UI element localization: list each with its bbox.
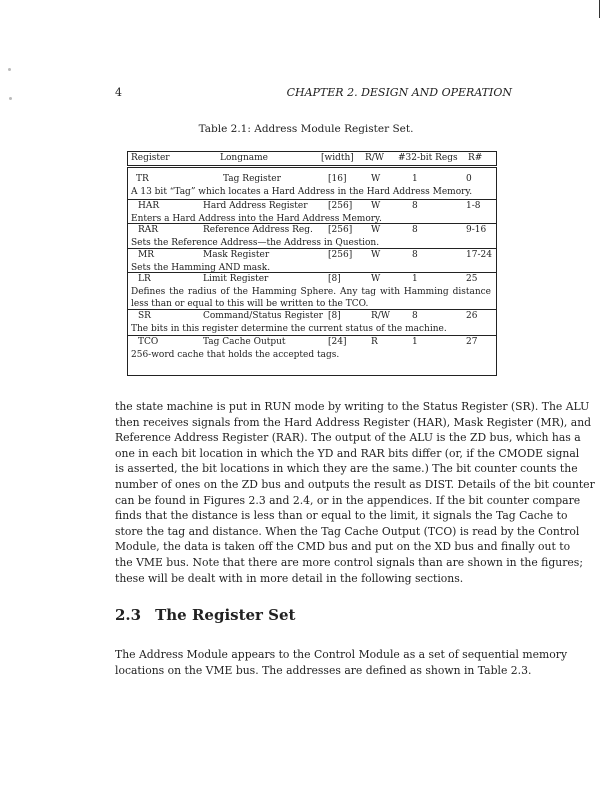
text-line: the state machine is put in RUN mode by writing to the Status Register (SR). The ALU — [115, 400, 590, 413]
body-paragraph — [115, 399, 595, 586]
cell-regs: 1 — [412, 337, 418, 347]
cell-reg: TCO — [138, 337, 159, 347]
register-description: Sets the Reference Address—the Address in Question. — [131, 238, 380, 248]
table-caption: Table 2.1: Address Module Register Set. — [198, 123, 414, 135]
running-head: CHAPTER 2. DESIGN AND OPERATION — [286, 86, 512, 99]
table-row — [128, 309, 496, 336]
cell-reg: RAR — [138, 225, 159, 235]
scan-speck — [9, 97, 12, 100]
page-number: 4 — [115, 86, 122, 99]
cell-rw: R/W — [371, 311, 391, 321]
text-line: Reference Address Register (RAR). The output of the ALU is the ZD bus, which has a — [115, 431, 581, 445]
cell-rnum: 27 — [466, 337, 478, 347]
register-description: A 13 bit “Tag” which locates a Hard Address in the Hard Address Memory. — [131, 187, 473, 197]
cell-long: Hard Address Register — [203, 201, 308, 211]
section-heading — [115, 606, 310, 624]
cell-width: [256] — [328, 225, 353, 235]
register-description: Sets the Hamming AND mask. — [131, 263, 271, 273]
cell-rnum: 9-16 — [466, 225, 487, 235]
cell-long: Command/Status Register — [203, 311, 323, 321]
register-description: 256-word cache that holds the accepted tags. — [131, 350, 340, 360]
cell-regs: 8 — [412, 201, 418, 211]
text-line: then receives signals from the Hard Address Register (HAR), Mask Register (MR), and — [115, 415, 592, 429]
section-number: 2.3 — [115, 606, 142, 624]
page-edge-mark — [599, 0, 600, 18]
cell-long: Reference Address Reg. — [203, 225, 313, 235]
header-register: Register — [131, 153, 170, 163]
text-line: can be found in Figures 2.3 and 2.4, or in the appendices. If the bit counter compare — [115, 493, 581, 507]
table-header — [127, 151, 497, 166]
text-line: The Address Module appears to the Control Module as a set of sequential memory — [115, 648, 568, 661]
cell-regs: 1 — [412, 174, 418, 184]
table-row — [128, 248, 496, 273]
text-line: these will be dealt with in more detail in the following sections. — [115, 571, 464, 585]
text-line: one in each bit location in which the YD and RAR bits differ (or, if the CMODE signal — [115, 446, 580, 460]
text-line: finds that the distance is less than or equal to the limit, it signals the Tag Cache to — [115, 509, 568, 523]
register-description: The bits in this register determine the current status of the machine. — [131, 324, 447, 334]
cell-regs: 1 — [412, 274, 418, 284]
cell-regs: 8 — [412, 250, 418, 260]
cell-width: [256] — [328, 250, 353, 260]
cell-rnum: 17-24 — [466, 250, 492, 260]
cell-long: Tag Register — [223, 174, 281, 184]
cell-rw: W — [371, 225, 381, 235]
cell-regs: 8 — [412, 311, 418, 321]
cell-rw: W — [371, 250, 381, 260]
cell-rw: W — [371, 274, 381, 284]
body-paragraph — [115, 647, 568, 678]
cell-rnum: 26 — [466, 311, 478, 321]
cell-rnum: 25 — [466, 274, 478, 284]
cell-long: Tag Cache Output — [203, 337, 286, 347]
cell-width: [24] — [328, 337, 347, 347]
header-longname: Longname — [220, 153, 268, 163]
cell-rnum: 1-8 — [466, 201, 481, 211]
cell-rw: W — [371, 201, 381, 211]
table-row — [128, 199, 496, 224]
header-regs: #32-bit Regs — [398, 153, 458, 163]
header-width: [width] — [321, 153, 354, 163]
cell-width: [8] — [328, 311, 341, 321]
cell-reg: LR — [138, 274, 151, 284]
cell-rw: R — [371, 337, 378, 347]
table-row — [128, 335, 496, 376]
text-line: store the tag and distance. When the Tag Cache Output (TCO) is read by the Control — [115, 524, 580, 538]
table-row — [128, 223, 496, 249]
section-title: The Register Set — [155, 606, 296, 624]
cell-regs: 8 — [412, 225, 418, 235]
header-rnum: R# — [468, 153, 483, 163]
cell-width: [16] — [328, 174, 347, 184]
cell-rnum: 0 — [466, 174, 472, 184]
text-line: the VME bus. Note that there are more control signals than are shown in the figures; — [115, 555, 583, 569]
text-line: is asserted, the bit locations in which they are the same.) The bit counter counts the — [115, 462, 578, 476]
text-line: Module, the data is taken off the CMD bus and put on the XD bus and finally out to — [115, 540, 571, 554]
header-rw: R/W — [365, 153, 385, 163]
cell-reg: HAR — [138, 201, 160, 211]
cell-long: Limit Register — [203, 274, 269, 284]
cell-width: [8] — [328, 274, 341, 284]
cell-width: [256] — [328, 201, 353, 211]
cell-long: Mask Register — [203, 250, 270, 260]
cell-reg: TR — [136, 174, 149, 184]
text-line: number of ones on the ZD bus and outputs the result as DIST. Details of the bit counter — [115, 477, 595, 491]
register-description: Enters a Hard Address into the Hard Address Memory. — [131, 214, 382, 224]
scan-speck — [8, 68, 11, 71]
cell-reg: SR — [138, 311, 151, 321]
cell-rw: W — [371, 174, 381, 184]
text-line: locations on the VME bus. The addresses are defined as shown in Table 2.3. — [115, 663, 532, 677]
register-description: Defines the radius of the Hamming Sphere. Any tag with Hamming distance less than or equal to this will be written to the TCO. — [131, 287, 491, 309]
register-table — [127, 167, 497, 376]
table-row — [128, 272, 496, 310]
cell-reg: MR — [138, 250, 154, 260]
